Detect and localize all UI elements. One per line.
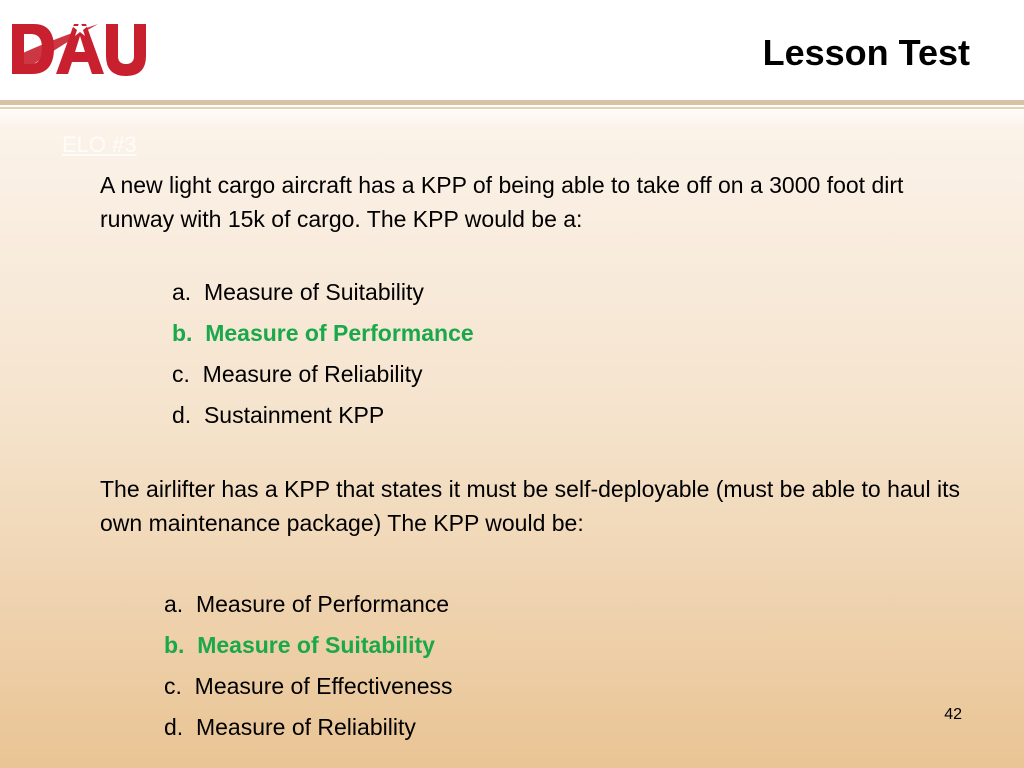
question-1-options	[172, 275, 474, 439]
question-2-option-a: a. Measure of Performance	[164, 591, 450, 617]
dau-logo	[10, 18, 152, 80]
slide-title: Lesson Test	[762, 32, 970, 73]
question-1-option-b-correct: b. Measure of Performance	[172, 320, 474, 346]
question-2-options	[164, 587, 453, 751]
question-2-option-d: d. Measure of Reliability	[164, 714, 416, 740]
question-1-option-c: c. Measure of Reliability	[172, 361, 423, 387]
question-2-option-b-correct: b. Measure of Suitability	[164, 632, 435, 658]
header-divider-thin	[0, 107, 1024, 109]
question-1-option-d: d. Sustainment KPP	[172, 402, 385, 428]
question-1-option-a: a. Measure of Suitability	[172, 279, 424, 305]
page-number: 42	[944, 706, 962, 723]
slide-header	[0, 0, 1024, 100]
question-1-text: A new light cargo aircraft has a KPP of being able to take off on a 3000 foot dirt runway with 15k of cargo. The KPP would be a:	[100, 172, 904, 232]
header-divider	[0, 100, 1024, 105]
question-2-text: The airlifter has a KPP that states it must be self-deployable (must be able to haul its own maintenance package) The KPP would be:	[100, 476, 960, 536]
elo-label[interactable]: ELO #3	[62, 132, 137, 157]
question-2-option-c: c. Measure of Effectiveness	[164, 673, 453, 699]
